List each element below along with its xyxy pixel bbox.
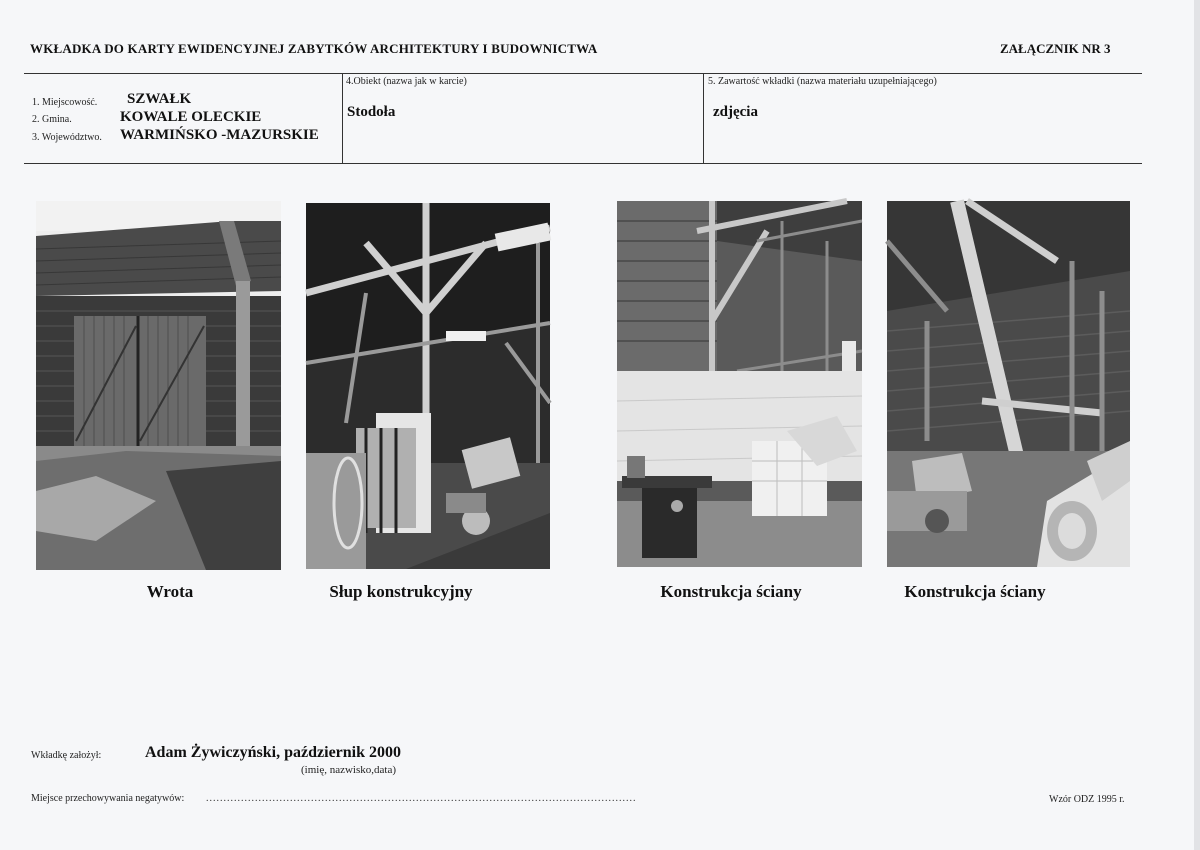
locality-value: SZWAŁK [127, 91, 192, 107]
caption-photo-4: Konstrukcja ściany [904, 582, 1046, 601]
negatives-fill-line: ........................................................................................................................... [206, 793, 637, 804]
content-label: 5. Zawartość wkładki (nazwa materiału uzupełniającego) [708, 76, 937, 87]
page-edge [1194, 0, 1200, 850]
caption-photo-3: Konstrukcja ściany [660, 582, 802, 601]
commune-value: KOWALE OLECKIE [120, 109, 262, 125]
document-title: WKŁADKA DO KARTY EWIDENCYJNEJ ZABYTKÓW ARCHITEKTURY I BUDOWNICTWA [30, 41, 598, 56]
photo-wall-construction-1 [617, 201, 862, 567]
negatives-label: Miejsce przechowywania negatywów: [31, 793, 185, 804]
form-divider-2 [703, 73, 704, 163]
photo-structural-post [306, 203, 550, 569]
form-top-rule [24, 73, 1142, 74]
object-value: Stodoła [347, 104, 396, 120]
photo-barn-gate [36, 201, 281, 570]
object-label: 4.Obiekt (nazwa jak w karcie) [346, 76, 467, 87]
annex-number: ZAŁĄCZNIK NR 3 [1000, 41, 1111, 56]
commune-label: 2. Gmina. [32, 114, 72, 125]
locality-label: 1. Miejscowość. [32, 97, 98, 108]
author-sub: (imię, nazwisko,data) [301, 764, 396, 776]
author-value: Adam Żywiczyński, październik 2000 [145, 744, 402, 761]
author-label: Wkładkę założył: [31, 750, 102, 761]
caption-photo-2: Słup konstrukcyjny [329, 582, 473, 601]
voivodeship-label: 3. Województwo. [32, 132, 102, 143]
photo-wall-construction-2 [887, 201, 1130, 567]
content-value: zdjęcia [713, 104, 758, 120]
form-bottom-rule [24, 163, 1142, 164]
caption-photo-1: Wrota [146, 582, 194, 601]
form-reference: Wzór ODZ 1995 r. [1049, 794, 1125, 805]
form-divider-1 [342, 73, 343, 163]
voivodeship-value: WARMIŃSKO -MAZURSKIE [120, 127, 319, 143]
